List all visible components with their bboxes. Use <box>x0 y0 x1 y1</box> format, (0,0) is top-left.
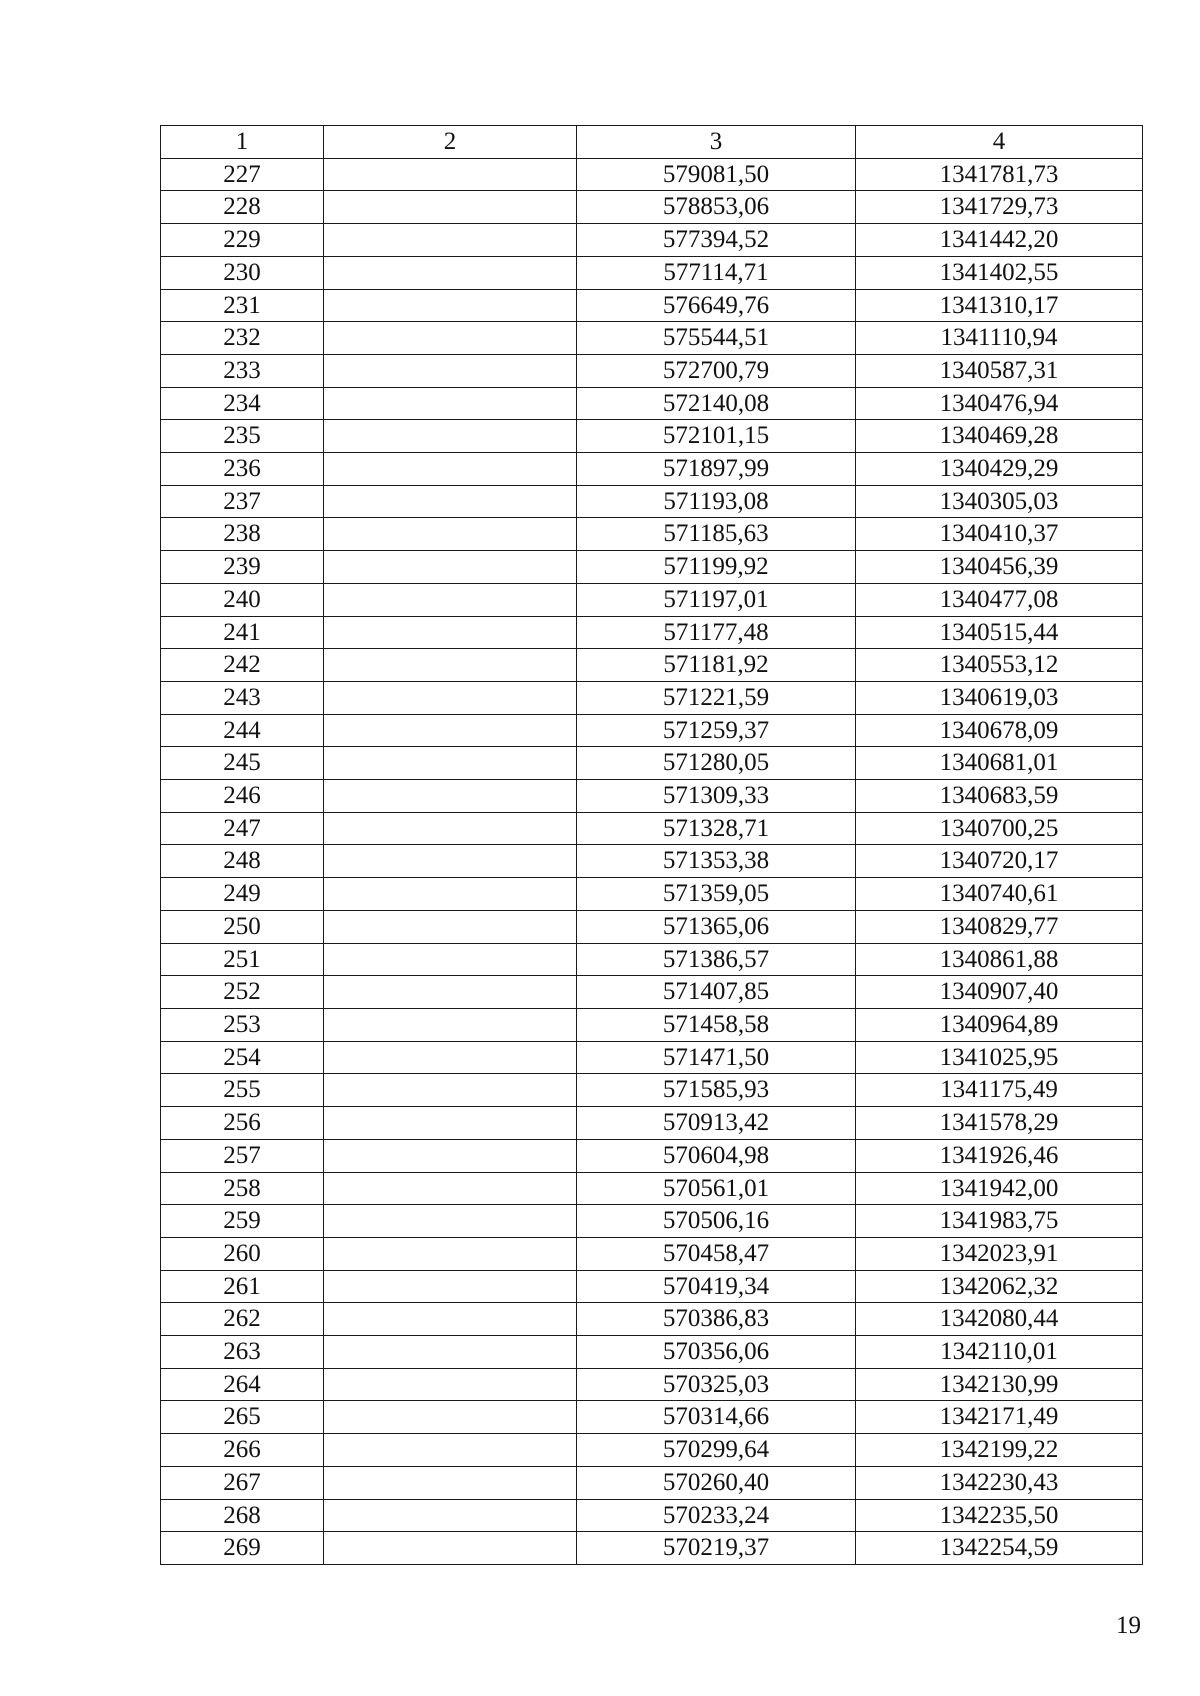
x-coordinate-cell: 571897,99 <box>577 453 856 486</box>
table-row <box>161 1303 1143 1336</box>
point-number-cell: 257 <box>161 1139 324 1172</box>
description-cell <box>324 649 577 682</box>
x-coordinate-cell: 577114,71 <box>577 256 856 289</box>
x-coordinate-cell: 570604,98 <box>577 1139 856 1172</box>
y-coordinate-cell: 1341175,49 <box>856 1074 1143 1107</box>
description-cell <box>324 1237 577 1270</box>
table-row <box>161 1074 1143 1107</box>
description-cell <box>324 812 577 845</box>
y-coordinate-cell: 1342199,22 <box>856 1434 1143 1467</box>
table-row <box>161 453 1143 486</box>
x-coordinate-cell: 578853,06 <box>577 191 856 224</box>
x-coordinate-cell: 572101,15 <box>577 420 856 453</box>
y-coordinate-cell: 1340907,40 <box>856 976 1143 1009</box>
y-coordinate-cell: 1341578,29 <box>856 1107 1143 1140</box>
description-cell <box>324 1499 577 1532</box>
table-row <box>161 1041 1143 1074</box>
description-cell <box>324 1008 577 1041</box>
point-number-cell: 252 <box>161 976 324 1009</box>
x-coordinate-cell: 570219,37 <box>577 1532 856 1565</box>
y-coordinate-cell: 1342110,01 <box>856 1336 1143 1369</box>
point-number-cell: 269 <box>161 1532 324 1565</box>
point-number-cell: 254 <box>161 1041 324 1074</box>
description-cell <box>324 1205 577 1238</box>
y-coordinate-cell: 1340720,17 <box>856 845 1143 878</box>
table-row <box>161 1336 1143 1369</box>
point-number-cell: 244 <box>161 714 324 747</box>
description-cell <box>324 1172 577 1205</box>
y-coordinate-cell: 1342171,49 <box>856 1401 1143 1434</box>
x-coordinate-cell: 571471,50 <box>577 1041 856 1074</box>
y-coordinate-cell: 1341110,94 <box>856 322 1143 355</box>
table-row <box>161 845 1143 878</box>
table-header-row <box>161 126 1143 159</box>
description-cell <box>324 158 577 191</box>
x-coordinate-cell: 571280,05 <box>577 747 856 780</box>
description-cell <box>324 1532 577 1565</box>
point-number-cell: 262 <box>161 1303 324 1336</box>
description-cell <box>324 780 577 813</box>
y-coordinate-cell: 1340429,29 <box>856 453 1143 486</box>
description-cell <box>324 322 577 355</box>
description-cell <box>324 289 577 322</box>
y-coordinate-cell: 1341442,20 <box>856 224 1143 257</box>
x-coordinate-cell: 571199,92 <box>577 551 856 584</box>
table-row <box>161 910 1143 943</box>
point-number-cell: 234 <box>161 387 324 420</box>
description-cell <box>324 224 577 257</box>
y-coordinate-cell: 1340683,59 <box>856 780 1143 813</box>
point-number-cell: 251 <box>161 943 324 976</box>
coordinates-table <box>160 125 1143 1565</box>
y-coordinate-cell: 1341781,73 <box>856 158 1143 191</box>
x-coordinate-cell: 570913,42 <box>577 1107 856 1140</box>
table-row <box>161 289 1143 322</box>
point-number-cell: 241 <box>161 616 324 649</box>
table-row <box>161 1401 1143 1434</box>
description-cell <box>324 1074 577 1107</box>
point-number-cell: 260 <box>161 1237 324 1270</box>
table-row <box>161 583 1143 616</box>
y-coordinate-cell: 1342254,59 <box>856 1532 1143 1565</box>
x-coordinate-cell: 572700,79 <box>577 354 856 387</box>
y-coordinate-cell: 1342080,44 <box>856 1303 1143 1336</box>
x-coordinate-cell: 571221,59 <box>577 681 856 714</box>
x-coordinate-cell: 570506,16 <box>577 1205 856 1238</box>
y-coordinate-cell: 1340553,12 <box>856 649 1143 682</box>
x-coordinate-cell: 571197,01 <box>577 583 856 616</box>
point-number-cell: 259 <box>161 1205 324 1238</box>
table-row <box>161 1205 1143 1238</box>
description-cell <box>324 976 577 1009</box>
x-coordinate-cell: 570299,64 <box>577 1434 856 1467</box>
point-number-cell: 256 <box>161 1107 324 1140</box>
x-coordinate-cell: 572140,08 <box>577 387 856 420</box>
x-coordinate-cell: 576649,76 <box>577 289 856 322</box>
x-coordinate-cell: 570458,47 <box>577 1237 856 1270</box>
y-coordinate-cell: 1340678,09 <box>856 714 1143 747</box>
table-row <box>161 224 1143 257</box>
table-row <box>161 158 1143 191</box>
table-row <box>161 681 1143 714</box>
y-coordinate-cell: 1341729,73 <box>856 191 1143 224</box>
table-row <box>161 322 1143 355</box>
description-cell <box>324 256 577 289</box>
description-cell <box>324 681 577 714</box>
description-cell <box>324 191 577 224</box>
y-coordinate-cell: 1341025,95 <box>856 1041 1143 1074</box>
y-coordinate-cell: 1340456,39 <box>856 551 1143 584</box>
point-number-cell: 250 <box>161 910 324 943</box>
x-coordinate-cell: 571386,57 <box>577 943 856 976</box>
description-cell <box>324 453 577 486</box>
description-cell <box>324 910 577 943</box>
description-cell <box>324 1466 577 1499</box>
point-number-cell: 240 <box>161 583 324 616</box>
table-row <box>161 714 1143 747</box>
y-coordinate-cell: 1340515,44 <box>856 616 1143 649</box>
y-coordinate-cell: 1340305,03 <box>856 485 1143 518</box>
description-cell <box>324 420 577 453</box>
y-coordinate-cell: 1342062,32 <box>856 1270 1143 1303</box>
description-cell <box>324 1041 577 1074</box>
point-number-cell: 248 <box>161 845 324 878</box>
description-cell <box>324 1368 577 1401</box>
table-row <box>161 616 1143 649</box>
x-coordinate-cell: 571177,48 <box>577 616 856 649</box>
table-row <box>161 878 1143 911</box>
point-number-cell: 246 <box>161 780 324 813</box>
table-row <box>161 1434 1143 1467</box>
table-row <box>161 420 1143 453</box>
description-cell <box>324 714 577 747</box>
point-number-cell: 231 <box>161 289 324 322</box>
table-row <box>161 1008 1143 1041</box>
page-number: 19 <box>1116 1612 1141 1639</box>
point-number-cell: 268 <box>161 1499 324 1532</box>
table-row <box>161 1368 1143 1401</box>
table-row <box>161 354 1143 387</box>
y-coordinate-cell: 1340587,31 <box>856 354 1143 387</box>
table-row <box>161 812 1143 845</box>
table-row <box>161 518 1143 551</box>
x-coordinate-cell: 570314,66 <box>577 1401 856 1434</box>
description-cell <box>324 583 577 616</box>
x-coordinate-cell: 571193,08 <box>577 485 856 518</box>
point-number-cell: 230 <box>161 256 324 289</box>
point-number-cell: 237 <box>161 485 324 518</box>
x-coordinate-cell: 571585,93 <box>577 1074 856 1107</box>
description-cell <box>324 616 577 649</box>
description-cell <box>324 354 577 387</box>
point-number-cell: 228 <box>161 191 324 224</box>
description-cell <box>324 1107 577 1140</box>
x-coordinate-cell: 571328,71 <box>577 812 856 845</box>
description-cell <box>324 551 577 584</box>
point-number-cell: 236 <box>161 453 324 486</box>
y-coordinate-cell: 1340477,08 <box>856 583 1143 616</box>
x-coordinate-cell: 577394,52 <box>577 224 856 257</box>
table-row <box>161 1466 1143 1499</box>
x-coordinate-cell: 571365,06 <box>577 910 856 943</box>
point-number-cell: 233 <box>161 354 324 387</box>
y-coordinate-cell: 1340469,28 <box>856 420 1143 453</box>
table-row <box>161 649 1143 682</box>
description-cell <box>324 387 577 420</box>
table-row <box>161 976 1143 1009</box>
x-coordinate-cell: 570386,83 <box>577 1303 856 1336</box>
y-coordinate-cell: 1341926,46 <box>856 1139 1143 1172</box>
table-row <box>161 1172 1143 1205</box>
point-number-cell: 263 <box>161 1336 324 1369</box>
x-coordinate-cell: 571353,38 <box>577 845 856 878</box>
table-row <box>161 1237 1143 1270</box>
point-number-cell: 265 <box>161 1401 324 1434</box>
x-coordinate-cell: 570325,03 <box>577 1368 856 1401</box>
column-header-1: 1 <box>161 126 324 159</box>
point-number-cell: 258 <box>161 1172 324 1205</box>
table-row <box>161 747 1143 780</box>
table-header <box>161 126 1143 159</box>
point-number-cell: 245 <box>161 747 324 780</box>
y-coordinate-cell: 1340681,01 <box>856 747 1143 780</box>
x-coordinate-cell: 571359,05 <box>577 878 856 911</box>
y-coordinate-cell: 1340964,89 <box>856 1008 1143 1041</box>
point-number-cell: 242 <box>161 649 324 682</box>
description-cell <box>324 1434 577 1467</box>
x-coordinate-cell: 570356,06 <box>577 1336 856 1369</box>
table-row <box>161 780 1143 813</box>
table-row <box>161 1107 1143 1140</box>
x-coordinate-cell: 571185,63 <box>577 518 856 551</box>
point-number-cell: 267 <box>161 1466 324 1499</box>
x-coordinate-cell: 571309,33 <box>577 780 856 813</box>
table-row <box>161 485 1143 518</box>
x-coordinate-cell: 575544,51 <box>577 322 856 355</box>
description-cell <box>324 485 577 518</box>
description-cell <box>324 747 577 780</box>
description-cell <box>324 1401 577 1434</box>
description-cell <box>324 1139 577 1172</box>
description-cell <box>324 878 577 911</box>
x-coordinate-cell: 571181,92 <box>577 649 856 682</box>
table-row <box>161 191 1143 224</box>
point-number-cell: 264 <box>161 1368 324 1401</box>
point-number-cell: 247 <box>161 812 324 845</box>
description-cell <box>324 1270 577 1303</box>
y-coordinate-cell: 1342023,91 <box>856 1237 1143 1270</box>
table-body <box>161 158 1143 1564</box>
point-number-cell: 243 <box>161 681 324 714</box>
y-coordinate-cell: 1341402,55 <box>856 256 1143 289</box>
y-coordinate-cell: 1341983,75 <box>856 1205 1143 1238</box>
table-row <box>161 1139 1143 1172</box>
y-coordinate-cell: 1340740,61 <box>856 878 1143 911</box>
y-coordinate-cell: 1340476,94 <box>856 387 1143 420</box>
table-row <box>161 551 1143 584</box>
table-row <box>161 1532 1143 1565</box>
y-coordinate-cell: 1341942,00 <box>856 1172 1143 1205</box>
point-number-cell: 238 <box>161 518 324 551</box>
point-number-cell: 261 <box>161 1270 324 1303</box>
description-cell <box>324 943 577 976</box>
x-coordinate-cell: 571259,37 <box>577 714 856 747</box>
table-row <box>161 256 1143 289</box>
table-row <box>161 943 1143 976</box>
description-cell <box>324 518 577 551</box>
point-number-cell: 249 <box>161 878 324 911</box>
y-coordinate-cell: 1341310,17 <box>856 289 1143 322</box>
y-coordinate-cell: 1340619,03 <box>856 681 1143 714</box>
point-number-cell: 229 <box>161 224 324 257</box>
x-coordinate-cell: 570561,01 <box>577 1172 856 1205</box>
column-header-4: 4 <box>856 126 1143 159</box>
point-number-cell: 239 <box>161 551 324 584</box>
point-number-cell: 227 <box>161 158 324 191</box>
table-row <box>161 387 1143 420</box>
x-coordinate-cell: 570233,24 <box>577 1499 856 1532</box>
x-coordinate-cell: 579081,50 <box>577 158 856 191</box>
y-coordinate-cell: 1340861,88 <box>856 943 1143 976</box>
y-coordinate-cell: 1342235,50 <box>856 1499 1143 1532</box>
x-coordinate-cell: 570419,34 <box>577 1270 856 1303</box>
description-cell <box>324 1336 577 1369</box>
point-number-cell: 266 <box>161 1434 324 1467</box>
description-cell <box>324 1303 577 1336</box>
description-cell <box>324 845 577 878</box>
point-number-cell: 235 <box>161 420 324 453</box>
point-number-cell: 255 <box>161 1074 324 1107</box>
column-header-3: 3 <box>577 126 856 159</box>
point-number-cell: 253 <box>161 1008 324 1041</box>
y-coordinate-cell: 1340829,77 <box>856 910 1143 943</box>
column-header-2: 2 <box>324 126 577 159</box>
table-row <box>161 1499 1143 1532</box>
point-number-cell: 232 <box>161 322 324 355</box>
y-coordinate-cell: 1342230,43 <box>856 1466 1143 1499</box>
x-coordinate-cell: 571407,85 <box>577 976 856 1009</box>
y-coordinate-cell: 1340410,37 <box>856 518 1143 551</box>
y-coordinate-cell: 1342130,99 <box>856 1368 1143 1401</box>
x-coordinate-cell: 570260,40 <box>577 1466 856 1499</box>
table-row <box>161 1270 1143 1303</box>
x-coordinate-cell: 571458,58 <box>577 1008 856 1041</box>
y-coordinate-cell: 1340700,25 <box>856 812 1143 845</box>
